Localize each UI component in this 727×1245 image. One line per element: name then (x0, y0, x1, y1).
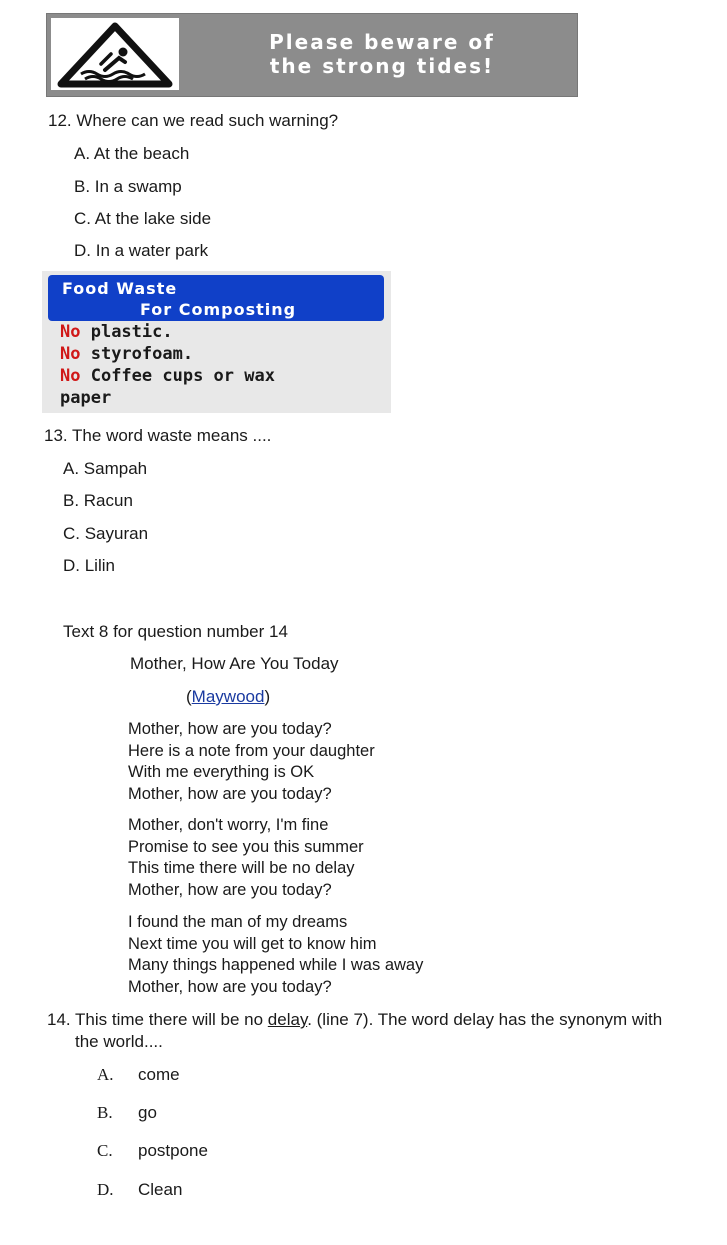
poem-line: Mother, don't worry, I'm fine (128, 816, 329, 834)
question-14-cont: the world.... (75, 1032, 163, 1051)
sign2-title1: Food Waste (62, 279, 178, 298)
sign1-text (197, 30, 567, 78)
drowning-warning-icon (51, 18, 179, 90)
no-label: No (60, 344, 81, 364)
poem-line: Mother, how are you today? (128, 977, 332, 996)
q14-option-a: A. come (97, 1065, 180, 1084)
author-link[interactable]: Maywood (191, 687, 265, 706)
text8-intro: Text 8 for question number 14 (63, 622, 288, 641)
poem-line: I found the man of my dreams (128, 913, 348, 931)
q14-option-d: D. Clean (97, 1180, 183, 1199)
q12-option-a: A. At the beach (74, 144, 190, 163)
food-waste-sign (42, 271, 391, 413)
poem-line: Promise to see you this summer (128, 837, 364, 856)
poem-stanza-3 (128, 912, 423, 998)
poem-line: This time there will be no delay (128, 859, 355, 877)
question-13: 13. The word waste means .... (44, 426, 272, 445)
sign2-rule-2 (60, 344, 193, 364)
q12-option-d: D. In a water park (74, 241, 209, 260)
underlined-word: delay (267, 1010, 308, 1029)
question-14: 14. This time there will be no delay. (line 7). The word delay has the synonym with (47, 1010, 663, 1029)
sign2-rule-3 (60, 366, 275, 386)
poem-stanza-1 (128, 719, 375, 805)
rule-text: styrofoam. (80, 344, 194, 364)
no-label: No (60, 322, 81, 342)
poem-author: (Maywood) (186, 687, 271, 706)
sign2-rule-1 (60, 322, 173, 342)
q14-option-c: C. postpone (97, 1141, 208, 1160)
poem-line: Mother, how are you today? (128, 784, 332, 803)
q13-option-b: B. Racun (63, 491, 133, 510)
poem-line: With me everything is OK (128, 763, 315, 781)
q13-option-a: A. Sampah (63, 459, 148, 478)
q12-option-b: B. In a swamp (74, 177, 182, 196)
sign2-header (48, 275, 384, 321)
rule-text: plastic. (80, 322, 173, 342)
rule-text: Coffee cups or wax (80, 366, 275, 386)
q13-option-d: D. Lilin (63, 556, 115, 575)
sign2-title2: For Composting (140, 300, 297, 319)
poem-line: Here is a note from your daughter (128, 741, 375, 760)
tide-warning-sign (46, 13, 578, 97)
q13-option-c: C. Sayuran (63, 524, 149, 543)
poem-line: Many things happened while I was away (128, 956, 424, 974)
q12-option-c: C. At the lake side (74, 209, 212, 228)
poem-stanza-2 (128, 815, 364, 901)
sign1-line2: the strong tides! (269, 54, 495, 78)
question-12: 12. Where can we read such warning? (48, 111, 339, 130)
poem-line: Next time you will get to know him (128, 934, 377, 953)
sign1-line1: Please beware of (269, 30, 495, 54)
poem-line: Mother, how are you today? (128, 720, 332, 738)
q14-option-b: B. go (97, 1103, 157, 1122)
sign2-rule-3-cont: paper (60, 388, 112, 408)
poem-line: Mother, how are you today? (128, 880, 332, 899)
poem-title: Mother, How Are You Today (130, 654, 339, 673)
warning-icon-box (51, 18, 179, 90)
no-label: No (60, 366, 81, 386)
